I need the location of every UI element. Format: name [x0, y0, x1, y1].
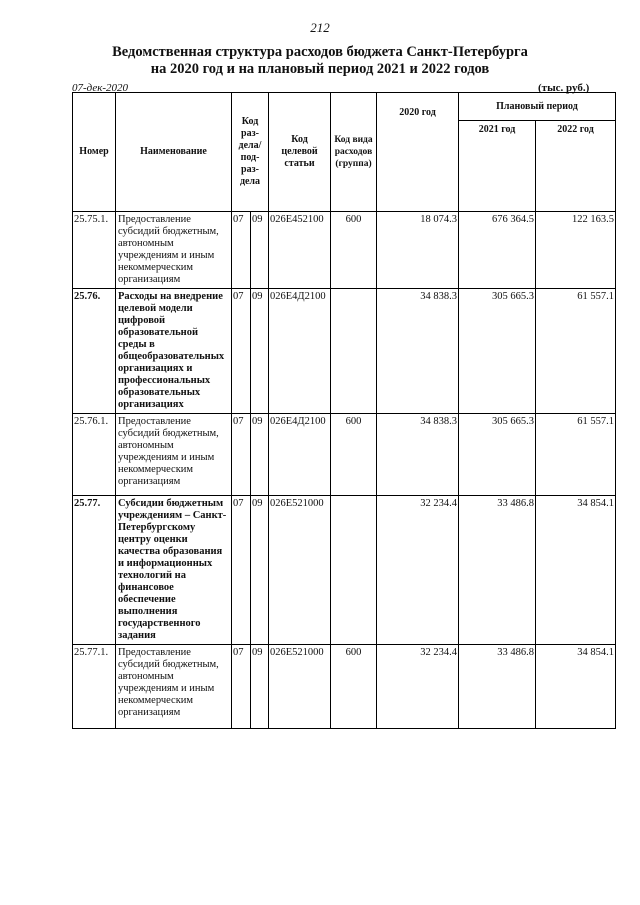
row-podrazdel: 09 [251, 414, 269, 496]
row-name: Расходы на внедрение целевой модели цифровой образовательной среды в общеобразовательных организациях и профессиональных образовательных организациях [116, 289, 232, 414]
row-value-2022: 122 163.5 [536, 212, 616, 289]
row-target-code: 026E521000 [269, 645, 331, 729]
table-row [73, 212, 616, 289]
row-razdel: 07 [232, 645, 251, 729]
row-vid-code: 600 [331, 212, 377, 289]
row-value-2020: 18 074.3 [377, 212, 459, 289]
document-title [0, 44, 640, 78]
title-line-2: на 2020 год и на плановый период 2021 и 2022 годов [150, 61, 490, 77]
row-vid-code [331, 289, 377, 414]
row-name: Предоставление субсидий бюджетным, автономным учреждениям и иным некоммерческим организациям [116, 414, 232, 496]
table-row [73, 496, 616, 645]
row-value-2021: 676 364.5 [459, 212, 536, 289]
row-podrazdel: 09 [251, 212, 269, 289]
header-2021: 2021 год [459, 121, 536, 212]
row-value-2022: 61 557.1 [536, 414, 616, 496]
table-row [73, 645, 616, 729]
row-value-2021: 33 486.8 [459, 496, 536, 645]
header-vid: Код вида расходов (группа) [331, 93, 377, 212]
row-number: 25.75.1. [73, 212, 116, 289]
row-value-2021: 33 486.8 [459, 645, 536, 729]
row-vid-code: 600 [331, 645, 377, 729]
units-label: (тыс. руб.) [538, 82, 590, 94]
row-name: Предоставление субсидий бюджетным, автономным учреждениям и иным некоммерческим организациям [116, 212, 232, 289]
row-value-2022: 34 854.1 [536, 645, 616, 729]
row-vid-code [331, 496, 377, 645]
row-number: 25.77. [73, 496, 116, 645]
budget-table [72, 92, 616, 729]
row-target-code: 026E521000 [269, 496, 331, 645]
row-value-2022: 61 557.1 [536, 289, 616, 414]
row-value-2021: 305 665.3 [459, 289, 536, 414]
row-value-2020: 34 838.3 [377, 289, 459, 414]
row-value-2020: 32 234.4 [377, 645, 459, 729]
header-plan: Плановый период [459, 93, 616, 121]
row-podrazdel: 09 [251, 289, 269, 414]
row-razdel: 07 [232, 289, 251, 414]
row-value-2020: 32 234.4 [377, 496, 459, 645]
row-number: 25.76. [73, 289, 116, 414]
row-number: 25.77.1. [73, 645, 116, 729]
table-row [73, 414, 616, 496]
row-razdel: 07 [232, 414, 251, 496]
header-razdel: Код раз-дела/ под-раз-дела [232, 93, 269, 212]
row-value-2022: 34 854.1 [536, 496, 616, 645]
header-2020: 2020 год [377, 93, 459, 212]
row-name: Субсидии бюджетным учреждениям – Санкт-Петербургскому центру оценки качества образования и информационных технологий на финансовое обеспечение выполнения государственного задания [116, 496, 232, 645]
row-target-code: 026E452100 [269, 212, 331, 289]
header-number: Номер [73, 93, 116, 212]
row-value-2020: 34 838.3 [377, 414, 459, 496]
table-body [73, 212, 616, 729]
row-podrazdel: 09 [251, 645, 269, 729]
row-razdel: 07 [232, 496, 251, 645]
row-number: 25.76.1. [73, 414, 116, 496]
row-target-code: 026E4Д2100 [269, 289, 331, 414]
row-target-code: 026E4Д2100 [269, 414, 331, 496]
header-2022: 2022 год [536, 121, 616, 212]
table-row [73, 289, 616, 414]
row-name: Предоставление субсидий бюджетным, автономным учреждениям и иным некоммерческим организациям [116, 645, 232, 729]
row-razdel: 07 [232, 212, 251, 289]
row-vid-code: 600 [331, 414, 377, 496]
header-name: Наименование [116, 93, 232, 212]
title-line-1: Ведомственная структура расходов бюджета Санкт-Петербурга [112, 44, 528, 60]
row-value-2021: 305 665.3 [459, 414, 536, 496]
row-podrazdel: 09 [251, 496, 269, 645]
header-target: Код целевой статьи [269, 93, 331, 212]
document-date: 07-дек-2020 [72, 82, 129, 94]
page-number: 212 [310, 20, 330, 35]
